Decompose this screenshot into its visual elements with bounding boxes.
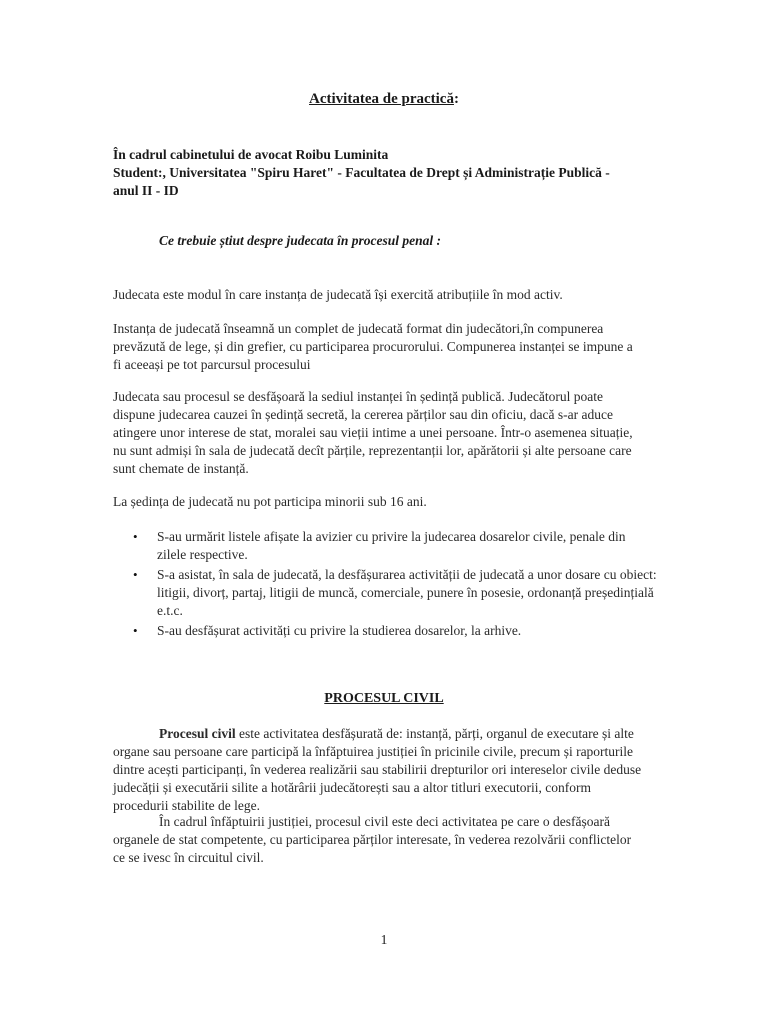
civil-paragraph-2-text: În cadrul înfăptuirii justiției, procesul civil este deci activitatea pe care o desfășoară organele de stat competente, cu participarea părților interesate, în vederea rezolvării conflictelor ce se ivesc în circuitul civil. [113,814,632,865]
list-item-text: S-au desfășurat activități cu privire la studierea dosarelor, la arhive. [157,623,522,638]
penal-subheading: Ce trebuie știut despre judecata în procesul penal : [159,233,441,248]
bullet-icon: • [133,567,138,582]
section-title: PROCESUL CIVIL [324,691,444,706]
student-line: Student:, Universitatea "Spiru Haret" - Facultatea de Drept și Administrație Publică - anul II - ID [113,165,610,198]
civil-paragraph-1-text: este activitatea desfășurată de: instanță, părți, organul de executare și alte organe sau persoane care participă la înfăptuirea justiției în pricinile civile, precum și raporturile dintre acești participanți, în vederea realizării sau stabilirii drepturilor ori intereselor civile deduse judecății și executării silite a hotărârii judecătorești sau a altor titluri executorii, conform procedurii stabilite de lege. [113,726,642,813]
bullet-icon: • [133,529,138,544]
cabinet-line: În cadrul cabinetului de avocat Roibu Luminita [113,147,389,162]
list-item [113,622,658,640]
paragraph-minori: La ședința de judecată nu pot participa minorii sub 16 ani. [113,494,427,509]
document-title [0,91,768,108]
paragraph-sedinta: Judecata sau procesul se desfășoară la sediul instanței în ședință publică. Judecătorul poate dispune judecarea cauzei în ședință secretă, la cererea părților sau din oficiu, dacă s-ar aduce atingere unor interese de stat, moralei sau vieții intime a unei persoane. Într-o asemenea situație, nu sunt admiși în sala de judecată decît părțile, reprezentanții lor, apărătorii și alte persoane care sunt chemate de instanță. [113,389,633,476]
list-item-text: S-au urmărit listele afișate la avizier cu privire la judecarea dosarelor civile, penale din zilele respective. [157,529,626,562]
list-item [113,566,658,620]
title-text: Activitatea de practică [309,91,454,107]
civil-paragraph-1 [113,725,643,815]
paragraph-instanta: Instanța de judecată înseamnă un complet de judecată format din judecători,în compunerea prevăzută de lege, și din grefier, cu participarea procurorului. Compunerea instanței se impune a fi aceeași pe tot parcursul procesului [113,321,633,372]
bullet-icon: • [133,623,138,638]
activities-list [113,528,658,642]
paragraph-judecata: Judecata este modul în care instanța de judecată își exercită atribuțiile în mod activ. [113,287,563,302]
page-number: 1 [380,932,388,947]
civil-term: Procesul civil [159,726,236,741]
title-colon: : [453,91,459,107]
civil-paragraph-2 [113,813,643,867]
list-item [113,528,658,564]
list-item-text: S-a asistat, în sala de judecată, la desfășurarea activității de judecată a unor dosare cu obiect: litigii, divorț, partaj, litigii de muncă, comerciale, punere în posesie, ordonanță președințială e.t.c. [157,567,657,618]
